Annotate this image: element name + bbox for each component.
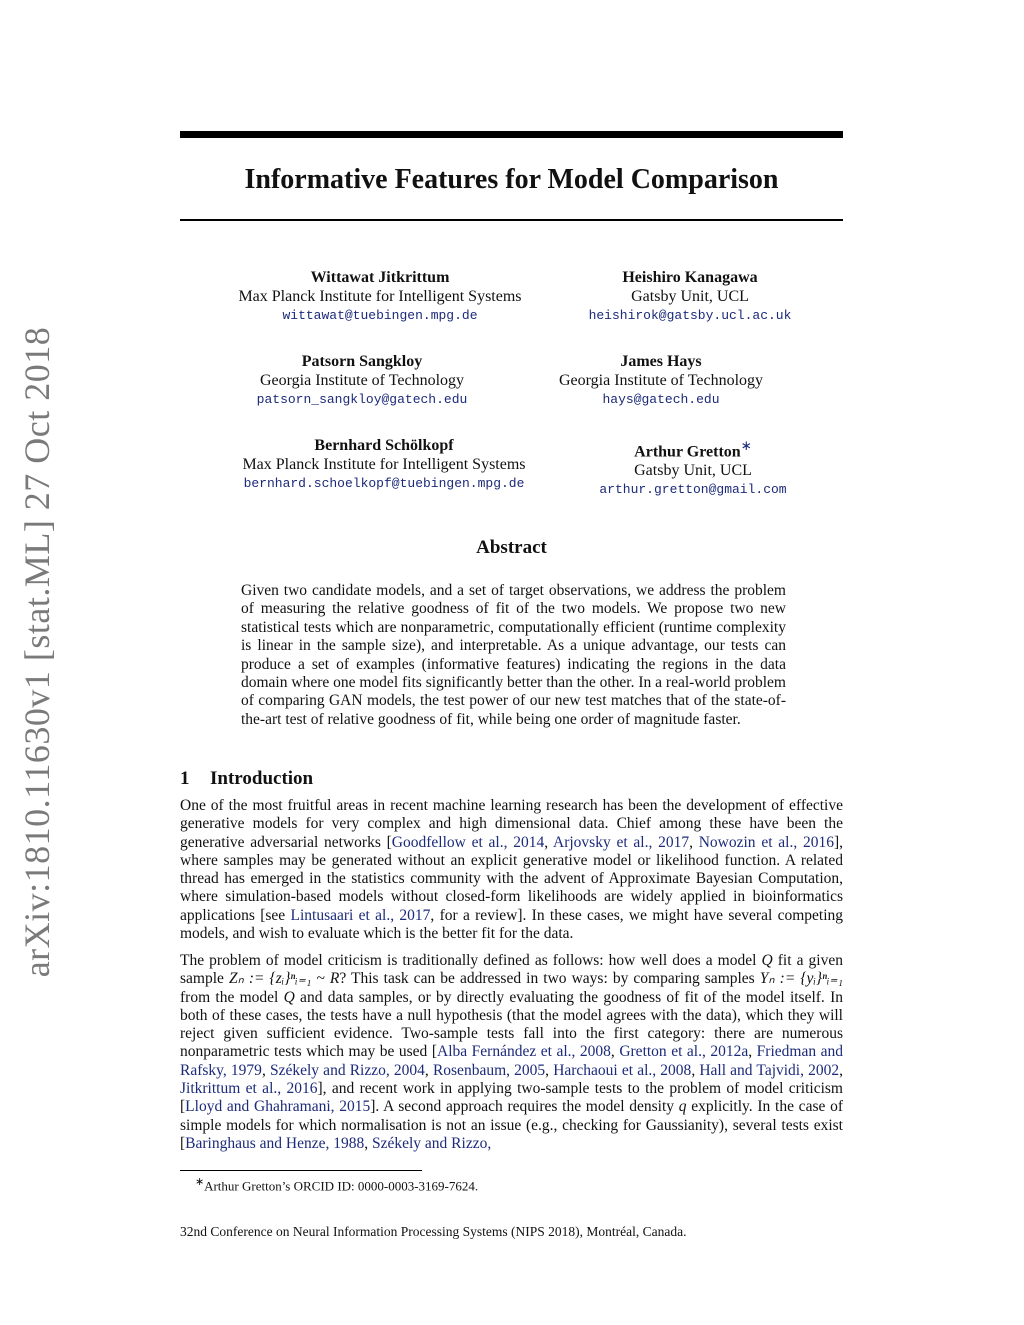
text-run: , xyxy=(691,1061,700,1079)
author-name: James Hays xyxy=(620,353,702,370)
text-run: The problem of model criticism is traditionally defined as follows: how well does a model xyxy=(180,952,762,969)
footnote-marker[interactable]: ∗ xyxy=(740,438,752,453)
author-name xyxy=(533,436,853,461)
section-number: 1 xyxy=(180,768,190,789)
text-run: ], where samples may be generated without an explicit generative model or likelihood function. A related thread has emerged in the statistics community with the advent of Approximate Bayesian Computation, where simulation-based models without closed-form likelihoods are widely applied in bioinformatics applications [see xyxy=(180,833,843,924)
text-run: , xyxy=(748,1043,757,1061)
author-name: Heishiro Kanagawa xyxy=(622,269,758,286)
author-block xyxy=(501,352,821,409)
text-run: , for a review]. In these cases, we might have several competing models, and wish to evaluate which is the better fit for the data. xyxy=(180,906,843,943)
intro-paragraph-2 xyxy=(180,952,843,1153)
author-block xyxy=(530,268,850,325)
author-name: Bernhard Schölkopf xyxy=(314,437,454,454)
author-affiliation: Gatsby Unit, UCL xyxy=(631,288,749,305)
arxiv-identifier: arXiv:1810.11630v1 [stat.ML] 27 Oct 2018 xyxy=(17,326,57,978)
text-run: and data samples, or by directly evaluating the goodness of fit of the model itself. In both of these cases, the tests have a null hypothesis (that the model agrees with the data), which they will reject given sufficient evidence. Two-sample tests fall into the first category: there are numerous nonparametric tests which may be used [ xyxy=(180,988,843,1061)
citation-link[interactable]: Lintusaari et al., 2017 xyxy=(290,906,431,924)
citation-link[interactable]: Nowozin et al., 2016 xyxy=(698,833,834,851)
author-email[interactable]: heishirok@gatsby.ucl.ac.uk xyxy=(588,308,792,323)
intro-paragraph-1 xyxy=(180,797,843,943)
citation-link[interactable]: Székely and Rizzo, xyxy=(371,1134,492,1152)
text-run: ]. A second approach requires the model density xyxy=(370,1098,679,1116)
author-affiliation: Georgia Institute of Technology xyxy=(259,372,465,389)
author-block xyxy=(202,352,522,409)
footnote-text: Arthur Gretton’s ORCID ID: 0000-0003-3169-7624. xyxy=(204,1178,479,1194)
text-run: , xyxy=(364,1134,372,1152)
author-email[interactable]: bernhard.schoelkopf@tuebingen.mpg.de xyxy=(243,476,525,491)
citation-link[interactable]: Friedman and Rafsky, 1979 xyxy=(180,1043,843,1079)
math-symbol: Q xyxy=(761,952,773,969)
citation-link[interactable]: Lloyd and Ghahramani, 2015 xyxy=(185,1098,371,1116)
title-bottom-rule xyxy=(180,219,843,221)
section-heading xyxy=(180,768,313,790)
footnote-mark: ∗ xyxy=(195,1176,205,1188)
citation-link[interactable]: Baringhaus and Henze, 1988 xyxy=(185,1134,365,1152)
footnote xyxy=(195,1175,478,1194)
text-run: , xyxy=(545,1061,554,1079)
author-affiliation: Max Planck Institute for Intelligent Systems xyxy=(238,288,522,305)
citation-link[interactable]: Rosenbaum, 2005 xyxy=(432,1061,546,1079)
text-run: explicitly. In the case of simple models for which normalisation is not an issue (e.g., checking for Gaussianity), several tests exist [ xyxy=(180,1098,843,1152)
text-run: fit a given sample xyxy=(180,952,843,988)
section-title: Introduction xyxy=(210,768,314,789)
text-run: , xyxy=(839,1061,844,1079)
citation-link[interactable]: Goodfellow et al., 2014 xyxy=(391,833,545,851)
author-affiliation: Max Planck Institute for Intelligent Systems xyxy=(242,456,526,473)
author-block xyxy=(224,436,544,493)
citation-link[interactable]: Hall and Tajvidi, 2002 xyxy=(699,1061,840,1079)
author-email[interactable]: arthur.gretton@gmail.com xyxy=(599,482,787,498)
title-top-rule xyxy=(180,131,843,138)
author-name: Patsorn Sangkloy xyxy=(301,353,423,370)
text-run: , xyxy=(544,833,553,851)
author-name: Wittawat Jitkrittum xyxy=(310,269,450,286)
text-run: , xyxy=(261,1061,270,1079)
citation-link[interactable]: Jitkrittum et al., 2016 xyxy=(180,1080,318,1098)
citation-link[interactable]: Harchaoui et al., 2008 xyxy=(553,1061,692,1079)
conference-notice: 32nd Conference on Neural Information Processing Systems (NIPS 2018), Montréal, Canada. xyxy=(180,1224,687,1239)
text-run: , xyxy=(610,1043,620,1061)
citation-link[interactable]: Gretton et al., 2012a xyxy=(619,1043,749,1061)
text-run: ], and recent work in applying two-sample tests to the problem of model criticism [ xyxy=(180,1080,843,1116)
author-name-text: Arthur Gretton xyxy=(634,443,741,461)
text-run: ? This task can be addressed in two ways: by comparing samples xyxy=(339,970,760,988)
citation-link[interactable]: Arjovsky et al., 2017 xyxy=(553,833,690,851)
paper-title: Informative Features for Model Comparison xyxy=(244,164,779,195)
abstract-heading: Abstract xyxy=(476,537,547,558)
math-symbol: q xyxy=(678,1098,687,1116)
text-run: from the model xyxy=(180,988,284,1006)
math-expression: Yₙ := {yᵢ}ⁿᵢ₌₁ xyxy=(759,970,843,988)
text-run: One of the most fruitful areas in recent machine learning research has been the development of effective generative models for very complex and high dimensional data. Chief among these have been the generative adversarial networks [ xyxy=(180,797,843,851)
author-email[interactable]: patsorn_sangkloy@gatech.edu xyxy=(256,392,468,407)
author-affiliation: Georgia Institute of Technology xyxy=(558,372,764,389)
abstract-body: Given two candidate models, and a set of target observations, we address the problem of measuring the relative goodness of fit of the two models. We propose two new statistical tests which are nonparametric, computationally efficient (runtime complexity is linear in the sample size), and interpretable. As a unique advantage, our tests can produce a set of examples (informative features) indicating the regions in the data domain where one model fits significantly better than the other. In a real-world problem of comparing GAN models, the test power of our new test matches that of the state-of-the-art test of relative goodness of fit, while being one order of magnitude faster. xyxy=(241,582,786,728)
citation-link[interactable]: Alba Fernández et al., 2008 xyxy=(437,1043,611,1061)
math-symbol: Q xyxy=(283,988,295,1006)
text-run: , xyxy=(424,1061,433,1079)
footnote-divider xyxy=(180,1170,422,1171)
author-email[interactable]: hays@gatech.edu xyxy=(602,392,720,407)
math-expression: Zₙ := {zᵢ}ⁿᵢ₌₁ ~ R xyxy=(228,970,340,988)
author-block xyxy=(533,436,853,499)
author-affiliation: Gatsby Unit, UCL xyxy=(634,462,752,480)
author-block xyxy=(220,268,540,325)
citation-link[interactable]: Székely and Rizzo, 2004 xyxy=(269,1061,425,1079)
text-run: , xyxy=(689,833,699,851)
author-email[interactable]: wittawat@tuebingen.mpg.de xyxy=(282,308,478,323)
